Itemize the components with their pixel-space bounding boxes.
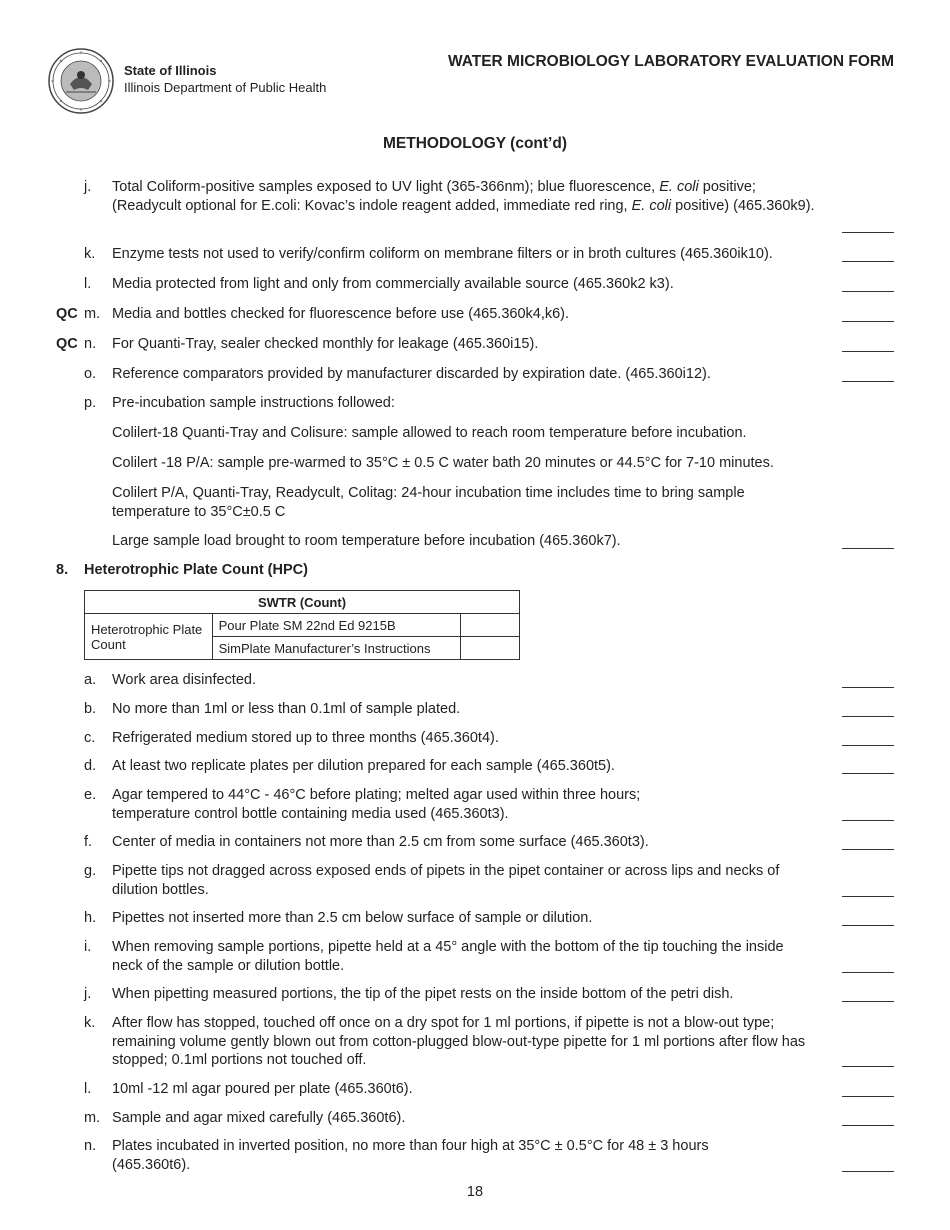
section-title: METHODOLOGY (cont’d) [383,135,567,152]
item-letter: k. [84,246,96,262]
check-blank[interactable] [842,745,894,746]
item-text: Agar tempered to 44°C - 46°C before plating; melted agar used within three hours; temperature control bottle containing media used (465.360t3). [112,787,641,822]
item-text: Pipettes not inserted more than 2.5 cm below surface of sample or dilution. [112,910,593,926]
check-blank[interactable] [842,896,894,897]
qc-marker: QC [56,306,78,322]
check-blank[interactable] [842,381,894,382]
table-method: Pour Plate SM 22nd Ed 9215B [212,614,460,637]
check-blank[interactable] [842,972,894,973]
item-text: Colilert -18 P/A: sample pre-warmed to 35°C ± 0.5 C water bath 20 minutes or 44.5°C for 7-10 minutes. [112,455,774,471]
section-number: 8. [56,562,69,578]
item-text: Work area disinfected. [112,672,256,688]
item-letter: a. [84,672,97,688]
section-heading: Heterotrophic Plate Count (HPC) [84,562,308,578]
item-letter: g. [84,863,97,879]
agency-name: State of Illinois [124,63,217,78]
item-text: Center of media in containers not more than 2.5 cm from some surface (465.360t3). [112,834,649,850]
item-letter: i. [84,939,92,955]
check-blank[interactable] [842,1066,894,1067]
check-blank[interactable] [842,1001,894,1002]
item-letter: j. [84,986,92,1002]
item-text: Media protected from light and only from commercially available source (465.360k2 k3). [112,276,674,292]
item-letter: h. [84,910,97,926]
item-letter: m. [84,306,101,322]
form-title: WATER MICROBIOLOGY LABORATORY EVALUATION FORM [447,53,894,70]
table-check-cell[interactable] [460,637,519,660]
item-letter: n. [84,1138,97,1154]
item-letter: p. [84,395,97,411]
item-text: Colilert-18 Quanti-Tray and Colisure: sample allowed to reach room temperature before incubation. [112,425,747,441]
check-blank[interactable] [842,1096,894,1097]
page-number: 18 [466,1184,484,1200]
check-blank[interactable] [842,548,894,549]
item-letter: n. [84,336,97,352]
check-blank[interactable] [842,687,894,688]
item-letter: d. [84,758,97,774]
item-letter: j. [84,179,92,195]
item-letter: e. [84,787,97,803]
item-letter: o. [84,366,97,382]
check-blank[interactable] [842,716,894,717]
item-text: For Quanti-Tray, sealer checked monthly for leakage (465.360i15). [112,336,539,352]
check-blank[interactable] [842,232,894,233]
qc-marker: QC [56,336,78,352]
table-header: SWTR (Count) [85,591,520,614]
item-text: Pipette tips not dragged across exposed ends of pipets in the pipet container or across lips and necks of dilution bottles. [112,863,780,898]
table-category: Heterotrophic Plate Count [85,614,213,660]
table-method: SimPlate Manufacturer’s Instructions [212,637,460,660]
check-blank[interactable] [842,321,894,322]
item-letter: l. [84,276,92,292]
check-blank[interactable] [842,773,894,774]
item-text: When removing sample portions, pipette held at a 45° angle with the bottom of the tip touching the inside neck of the sample or dilution bottle. [112,939,784,974]
item-text: Sample and agar mixed carefully (465.360t6). [112,1110,406,1126]
item-text: Colilert P/A, Quanti-Tray, Readycult, Colitag: 24-hour incubation time includes time to bring sample temperature to 35°C±0.5 C [112,485,745,520]
check-blank[interactable] [842,261,894,262]
check-blank[interactable] [842,925,894,926]
item-text: After flow has stopped, touched off once on a dry spot for 1 ml portions, if pipette is not a blow-out type; remaining volume gently blown out from cotton-plugged blow-out-type pipette for 1 ml portions after flow has stopped; 0.1ml portions not touched off. [112,1015,806,1068]
state-seal-icon [48,48,114,114]
item-text: No more than 1ml or less than 0.1ml of sample plated. [112,701,461,717]
item-text: Reference comparators provided by manufacturer discarded by expiration date. (465.360i12). [112,366,711,382]
check-blank[interactable] [842,1171,894,1172]
item-text: Large sample load brought to room temperature before incubation (465.360k7). [112,533,621,549]
item-letter: k. [84,1015,96,1031]
item-text: Pre-incubation sample instructions followed: [112,395,395,411]
table-check-cell[interactable] [460,614,519,637]
item-text: Plates incubated in inverted position, no more than four high at 35°C ± 0.5°C for 48 ± 3 hours (465.360t6). [112,1138,709,1173]
check-blank[interactable] [842,1125,894,1126]
item-text: Total Coliform-positive samples exposed to UV light (365-366nm); blue fluorescence, E. coli positive; (Readycult optional for E.coli: Kovac’s indole reagent added, immediate red ring, E. coli positive) (465.360k9). [112,179,815,214]
item-letter: m. [84,1110,101,1126]
check-blank[interactable] [842,820,894,821]
item-letter: l. [84,1081,92,1097]
agency-department: Illinois Department of Public Health [124,80,327,95]
check-blank[interactable] [842,291,894,292]
item-text: Refrigerated medium stored up to three months (465.360t4). [112,730,499,746]
item-letter: b. [84,701,97,717]
item-letter: f. [84,834,93,850]
item-text: 10ml -12 ml agar poured per plate (465.360t6). [112,1081,413,1097]
item-letter: c. [84,730,96,746]
item-text: Enzyme tests not used to verify/confirm coliform on membrane filters or in broth cultures (465.360ik10). [112,246,773,262]
item-text: Media and bottles checked for fluorescence before use (465.360k4,k6). [112,306,570,322]
item-text: At least two replicate plates per dilution prepared for each sample (465.360t5). [112,758,615,774]
method-table [84,590,520,660]
item-text: When pipetting measured portions, the tip of the pipet rests on the inside bottom of the petri dish. [112,986,734,1002]
check-blank[interactable] [842,849,894,850]
check-blank[interactable] [842,351,894,352]
